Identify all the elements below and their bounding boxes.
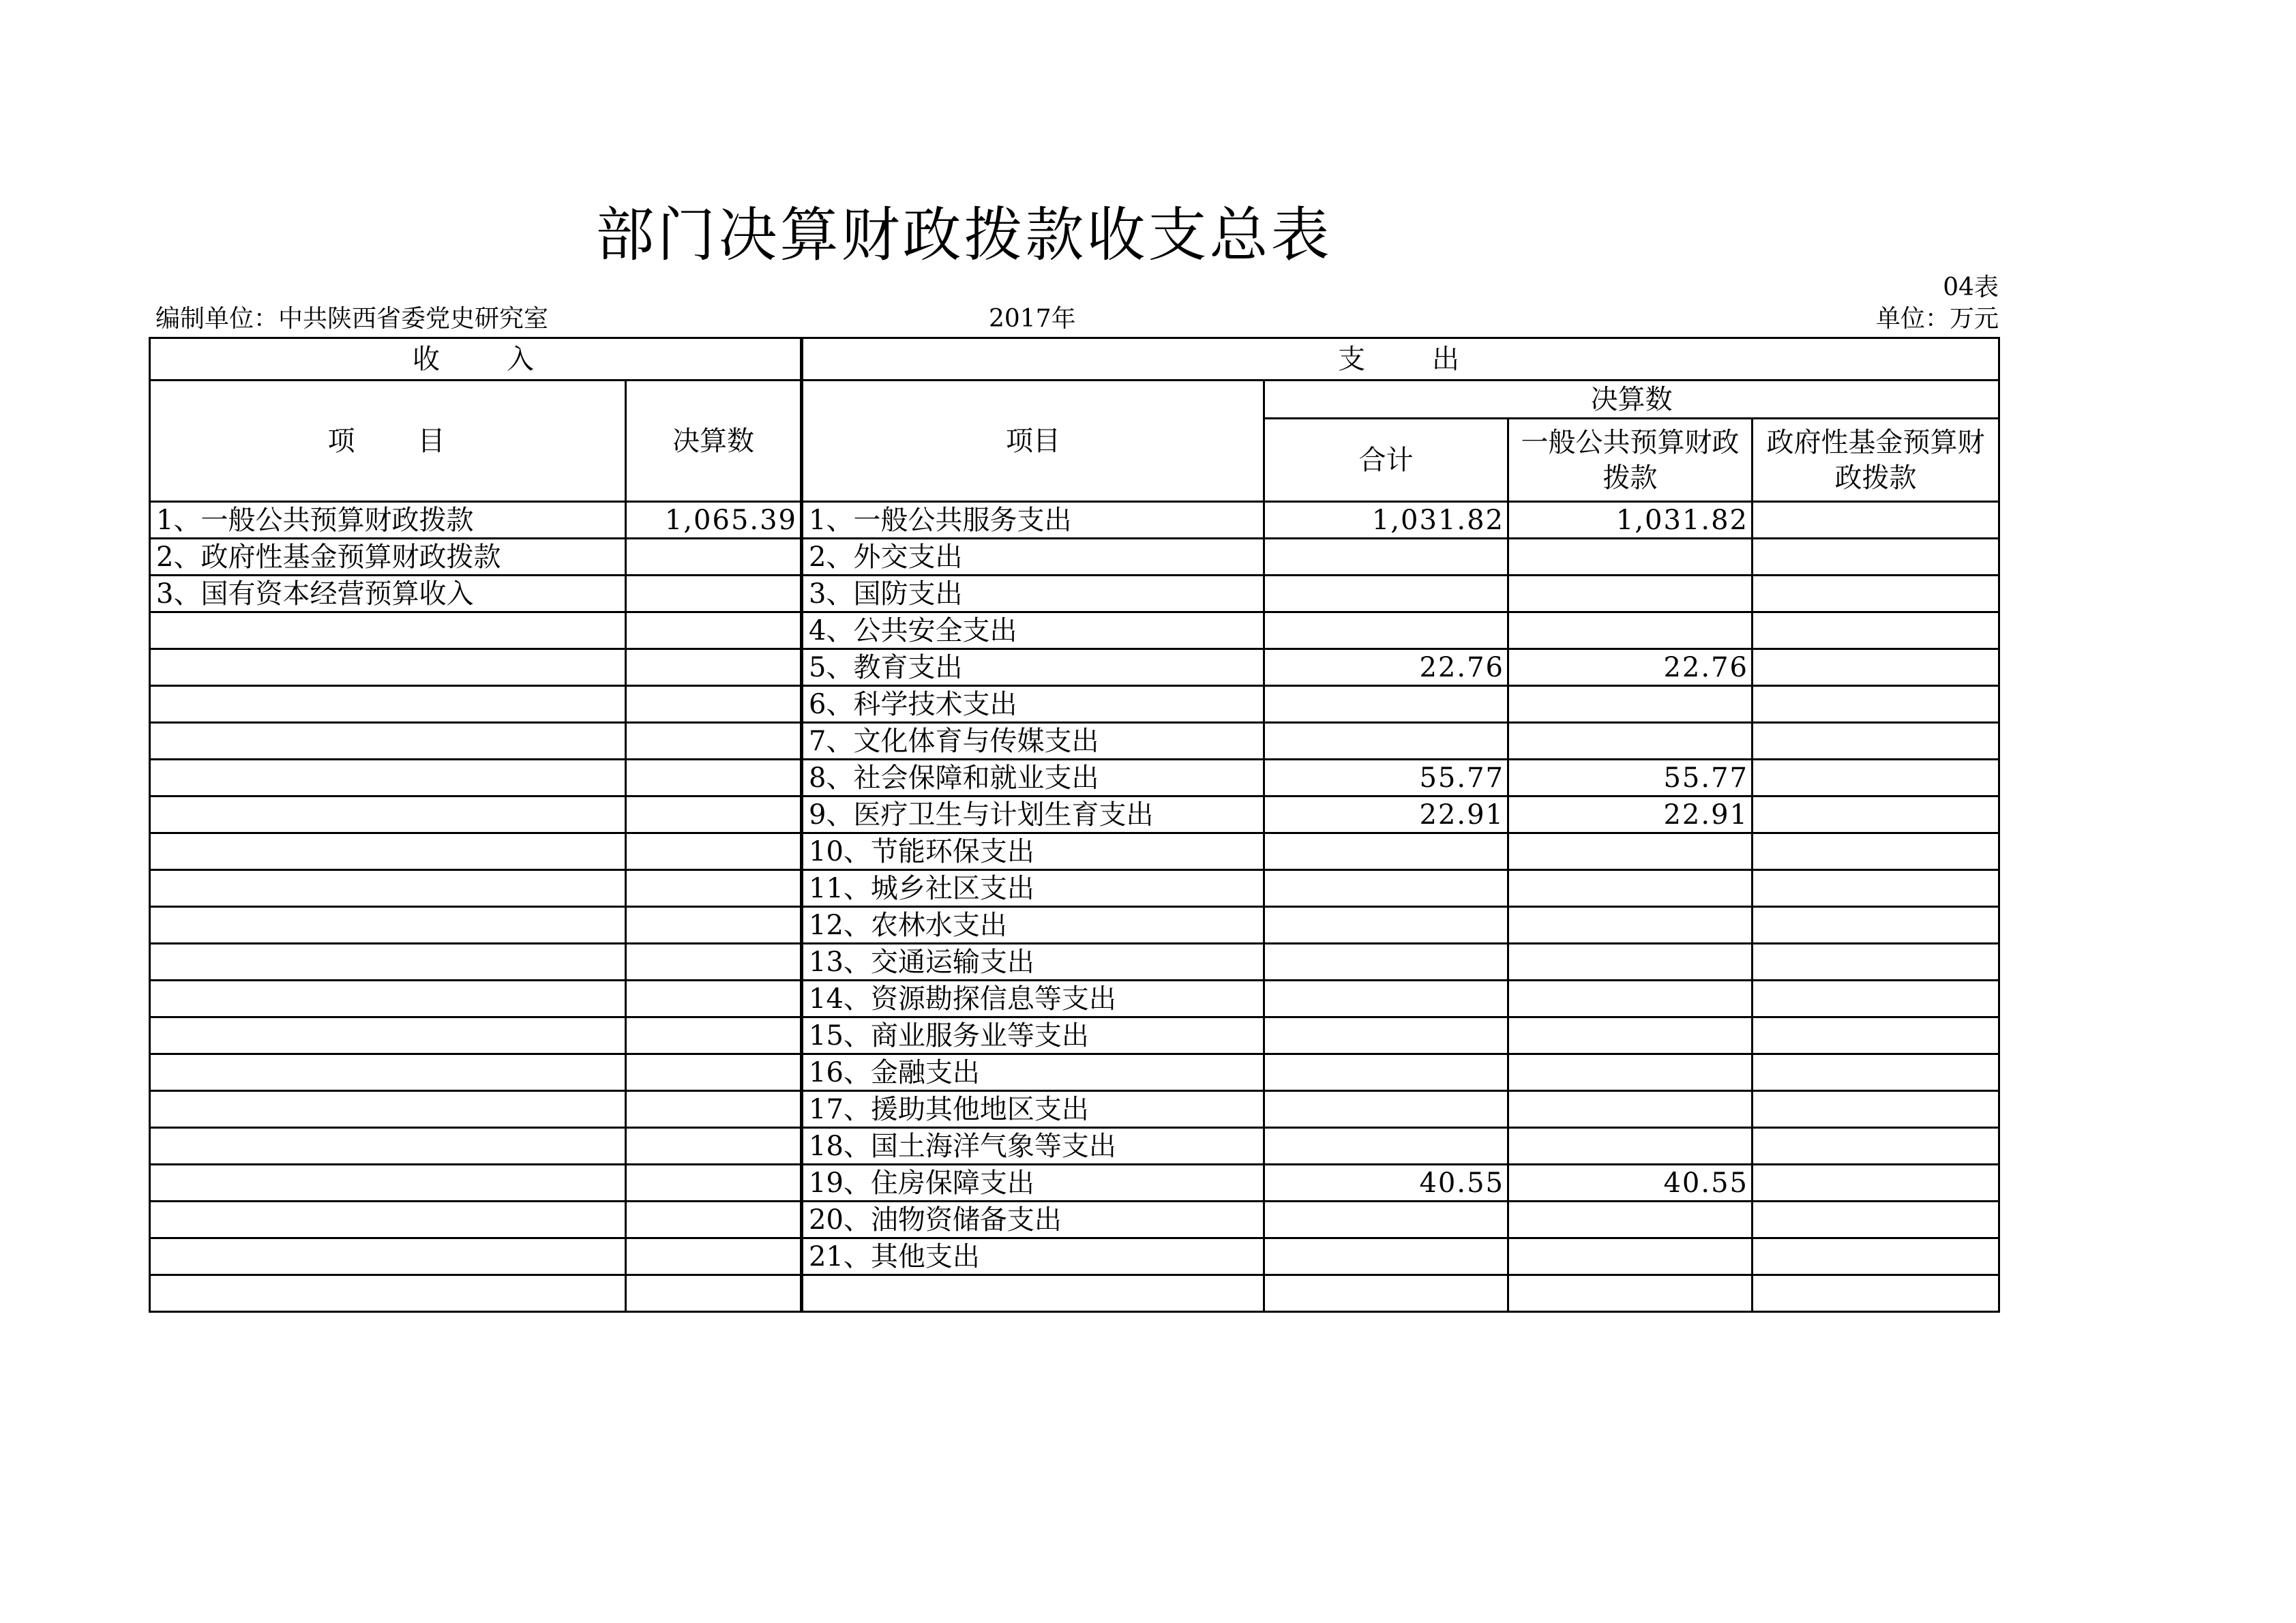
expense-item-cell: 14、资源勘探信息等支出 [802,981,1264,1017]
general-budget-cell [1508,612,1753,649]
income-amount-header: 决算数 [626,381,802,502]
income-item-cell [150,870,626,907]
income-amount-cell [626,1202,802,1238]
general-budget-cell [1508,576,1753,612]
income-amount-cell [626,1017,802,1054]
gov-fund-cell [1753,1275,1999,1312]
general-budget-cell [1508,1017,1753,1054]
income-amount-cell [626,723,802,760]
total-cell [1264,576,1508,612]
expense-item-cell: 8、社会保障和就业支出 [802,760,1264,796]
total-cell [1264,944,1508,981]
compile-unit: 编制单位：中共陕西省委党史研究室 [155,305,549,333]
income-amount-cell [626,576,802,612]
table-row [150,1128,1999,1165]
expense-item-cell: 1、一般公共服务支出 [802,502,1264,539]
income-item-cell [150,1238,626,1275]
header-row-columns [150,381,1999,419]
general-budget-cell [1508,1091,1753,1128]
total-cell [1264,686,1508,723]
income-amount-cell [626,539,802,576]
general-budget-cell [1508,1054,1753,1091]
table-row [150,796,1999,833]
expense-item-cell: 21、其他支出 [802,1238,1264,1275]
table-row [150,1017,1999,1054]
expense-item-cell: 16、金融支出 [802,1054,1264,1091]
total-cell [1264,723,1508,760]
table-row [150,1202,1999,1238]
income-amount-cell [626,981,802,1017]
gov-fund-cell [1753,502,1999,539]
income-item-cell: 3、国有资本经营预算收入 [150,576,626,612]
total-cell [1264,833,1508,870]
total-cell [1264,1017,1508,1054]
expense-item-cell: 17、援助其他地区支出 [802,1091,1264,1128]
table-row [150,833,1999,870]
general-budget-cell [1508,944,1753,981]
income-amount-cell [626,1165,802,1202]
table-row [150,686,1999,723]
gov-fund-cell [1753,981,1999,1017]
income-amount-cell [626,1091,802,1128]
total-cell [1264,1091,1508,1128]
total-header: 合计 [1264,419,1508,502]
total-cell [1264,612,1508,649]
income-item-cell [150,649,626,686]
table-row [150,944,1999,981]
income-amount-cell [626,612,802,649]
general-budget-cell: 22.91 [1508,796,1753,833]
table-row [150,539,1999,576]
table-row [150,576,1999,612]
expense-item-cell: 3、国防支出 [802,576,1264,612]
income-item-cell [150,981,626,1017]
general-budget-cell [1508,981,1753,1017]
expense-item-header: 项目 [802,381,1264,502]
table-row [150,760,1999,796]
report-year: 2017年 [989,305,1076,333]
income-amount-cell [626,833,802,870]
general-budget-cell [1508,1238,1753,1275]
income-item-cell [150,1165,626,1202]
general-budget-cell: 1,031.82 [1508,502,1753,539]
gov-fund-cell [1753,833,1999,870]
gov-fund-cell [1753,686,1999,723]
total-cell: 55.77 [1264,760,1508,796]
table-row [150,907,1999,944]
gov-fund-cell [1753,1238,1999,1275]
income-section-header: 收 入 [150,338,802,381]
income-item-cell [150,686,626,723]
general-budget-header: 一般公共预算财政拨款 [1508,419,1753,502]
general-budget-cell: 55.77 [1508,760,1753,796]
general-budget-cell [1508,833,1753,870]
expense-item-cell: 4、公共安全支出 [802,612,1264,649]
table-row [150,1165,1999,1202]
expense-item-cell: 5、教育支出 [802,649,1264,686]
general-budget-cell [1508,870,1753,907]
income-amount-cell [626,907,802,944]
general-budget-cell: 40.55 [1508,1165,1753,1202]
income-item-cell [150,723,626,760]
table-number: 04表 [1943,273,1999,301]
income-item-cell [150,1054,626,1091]
income-item-cell: 2、政府性基金预算财政拨款 [150,539,626,576]
gov-fund-cell [1753,870,1999,907]
income-amount-cell [626,760,802,796]
income-amount-cell [626,649,802,686]
gov-fund-cell [1753,760,1999,796]
expense-section-header: 支 出 [802,338,1999,381]
gov-fund-cell [1753,539,1999,576]
general-budget-cell [1508,686,1753,723]
total-cell [1264,870,1508,907]
expense-item-cell: 10、节能环保支出 [802,833,1264,870]
income-item-cell [150,760,626,796]
table-row [150,612,1999,649]
table-row [150,1275,1999,1312]
gov-fund-cell [1753,649,1999,686]
expense-item-cell: 13、交通运输支出 [802,944,1264,981]
unit-label: 单位：万元 [1875,305,1999,333]
total-cell [1264,1054,1508,1091]
gov-fund-cell [1753,1165,1999,1202]
gov-fund-cell [1753,1054,1999,1091]
gov-fund-header: 政府性基金预算财政拨款 [1753,419,1999,502]
income-item-cell [150,907,626,944]
general-budget-cell [1508,539,1753,576]
gov-fund-cell [1753,944,1999,981]
income-amount-cell [626,1238,802,1275]
expense-item-cell: 19、住房保障支出 [802,1165,1264,1202]
expense-item-cell: 6、科学技术支出 [802,686,1264,723]
general-budget-cell [1508,723,1753,760]
gov-fund-cell [1753,576,1999,612]
income-item-cell [150,796,626,833]
page-title: 部门决算财政拨款收支总表 [595,201,1332,269]
total-cell: 22.76 [1264,649,1508,686]
gov-fund-cell [1753,1202,1999,1238]
total-cell [1264,539,1508,576]
expense-item-cell: 11、城乡社区支出 [802,870,1264,907]
general-budget-cell: 22.76 [1508,649,1753,686]
general-budget-cell [1508,907,1753,944]
expense-item-cell: 20、油物资储备支出 [802,1202,1264,1238]
income-item-cell: 1、一般公共预算财政拨款 [150,502,626,539]
expense-item-cell: 15、商业服务业等支出 [802,1017,1264,1054]
income-amount-cell [626,944,802,981]
income-amount-cell [626,870,802,907]
gov-fund-cell [1753,1091,1999,1128]
income-item-cell [150,612,626,649]
general-budget-cell [1508,1275,1753,1312]
expense-item-cell: 12、农林水支出 [802,907,1264,944]
gov-fund-cell [1753,612,1999,649]
gov-fund-cell [1753,796,1999,833]
total-cell [1264,907,1508,944]
income-item-cell [150,833,626,870]
table-row [150,502,1999,539]
income-item-cell [150,1275,626,1312]
income-amount-cell [626,1054,802,1091]
income-item-cell [150,1091,626,1128]
income-item-cell [150,1202,626,1238]
table-row [150,981,1999,1017]
gov-fund-cell [1753,723,1999,760]
table-row [150,723,1999,760]
total-cell [1264,1238,1508,1275]
general-budget-cell [1508,1128,1753,1165]
table-row [150,1238,1999,1275]
gov-fund-cell [1753,1017,1999,1054]
header-row-section [150,338,1999,381]
expense-item-cell: 18、国土海洋气象等支出 [802,1128,1264,1165]
income-amount-cell [626,796,802,833]
income-amount-cell [626,686,802,723]
total-cell [1264,1128,1508,1165]
total-cell: 40.55 [1264,1165,1508,1202]
income-amount-cell [626,1128,802,1165]
gov-fund-cell [1753,1128,1999,1165]
income-amount-cell: 1,065.39 [626,502,802,539]
total-cell: 1,031.82 [1264,502,1508,539]
total-cell: 22.91 [1264,796,1508,833]
expense-item-cell: 9、医疗卫生与计划生育支出 [802,796,1264,833]
expense-amount-header: 决算数 [1264,381,1999,419]
table-row [150,649,1999,686]
table-row [150,870,1999,907]
income-item-cell [150,1128,626,1165]
income-amount-cell [626,1275,802,1312]
total-cell [1264,1275,1508,1312]
budget-table [149,337,2000,1313]
income-item-cell [150,1017,626,1054]
total-cell [1264,1202,1508,1238]
expense-item-cell: 2、外交支出 [802,539,1264,576]
expense-item-cell: 7、文化体育与传媒支出 [802,723,1264,760]
table-row [150,1054,1999,1091]
gov-fund-cell [1753,907,1999,944]
income-item-header: 项 目 [150,381,626,502]
table-row [150,1091,1999,1128]
income-item-cell [150,944,626,981]
general-budget-cell [1508,1202,1753,1238]
expense-item-cell [802,1275,1264,1312]
total-cell [1264,981,1508,1017]
